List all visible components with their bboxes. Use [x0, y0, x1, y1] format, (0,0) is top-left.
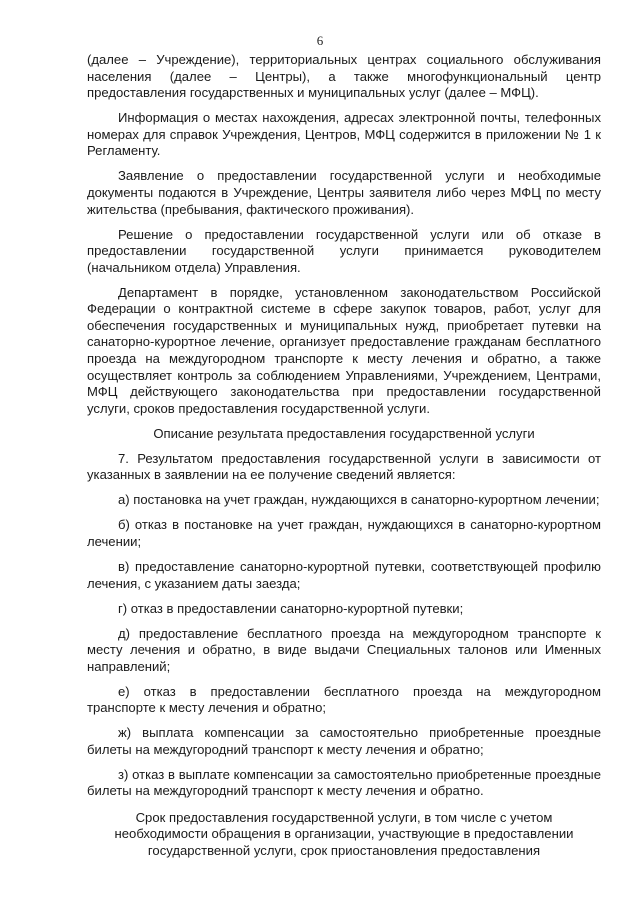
subsection-heading: Срок предоставления государственной услуги, в том числе с учетом необходимости обращения в организации, участвующие в предоставлении государственной услуги, срок приостановления предоставления: [114, 810, 574, 858]
paragraph: Заявление о предоставлении государственной услуги и необходимые документы подаются в Учреждение, Центры заявителя либо через МФЦ по месту жительства (пребывания, фактического проживания).: [87, 168, 601, 217]
document-body: [87, 52, 601, 868]
list-item: д) предоставление бесплатного проезда на междугородном транспорте к месту лечения и обратно, в виде выдачи Специальных талонов или Именных направлений;: [87, 625, 601, 674]
list-item: з) отказ в выплате компенсации за самостоятельно приобретенные проездные билеты на междугородний транспорт к месту лечения и обратно.: [87, 766, 601, 799]
page-number: 6: [316, 33, 324, 48]
list-item: в) предоставление санаторно-курортной путевки, соответствующей профилю лечения, с указанием даты заезда;: [87, 558, 601, 591]
section-heading: Описание результата предоставления государственной услуги: [153, 425, 535, 441]
paragraph: (далее – Учреждение), территориальных центрах социального обслуживания населения (далее – Центры), а также многофункциональный центр предоставления государственных и муниципальных услуг (далее – МФЦ).: [87, 52, 601, 101]
list-item: ж) выплата компенсации за самостоятельно приобретенные проездные билеты на междугородний транспорт к месту лечения и обратно;: [87, 725, 601, 757]
list-item: 7. Результатом предоставления государственной услуги в зависимости от указанных в заявлении на ее получение сведений является:: [87, 450, 601, 483]
list-item: а) постановка на учет граждан, нуждающихся в санаторно-курортном лечении;: [118, 492, 600, 508]
paragraph: Информация о местах нахождения, адресах электронной почты, телефонных номерах для справок Учреждения, Центров, МФЦ содержится в приложении № 1 к Регламенту.: [87, 110, 601, 159]
list-item: г) отказ в предоставлении санаторно-курортной путевки;: [118, 600, 464, 616]
list-item: б) отказ в постановке на учет граждан, нуждающихся в санаторно-курортном лечении;: [87, 517, 601, 549]
paragraph: Департамент в порядке, установленном законодательством Российской Федерации о контрактной системе в сфере закупок товаров, работ, услуг для обеспечения государственных и муниципальных нужд, приобретает путевки на санаторно-курортное лечение, организует предоставление гражданам бесплатного проезда на междугородном транспорте к месту лечения и обратно, а также осуществляет контроль за соблюдением Управлениями, Учреждением, Центрами, МФЦ действующего законодательства при предоставлении государственной услуги, сроков предоставления государственной услуги.: [87, 284, 601, 416]
paragraph: Решение о предоставлении государственной услуги или об отказе в предоставлении государственной услуги принимается руководителем (начальником отдела) Управления.: [87, 226, 601, 275]
list-item: е) отказ в предоставлении бесплатного проезда на междугородном транспорте к месту лечения и обратно;: [87, 683, 601, 716]
